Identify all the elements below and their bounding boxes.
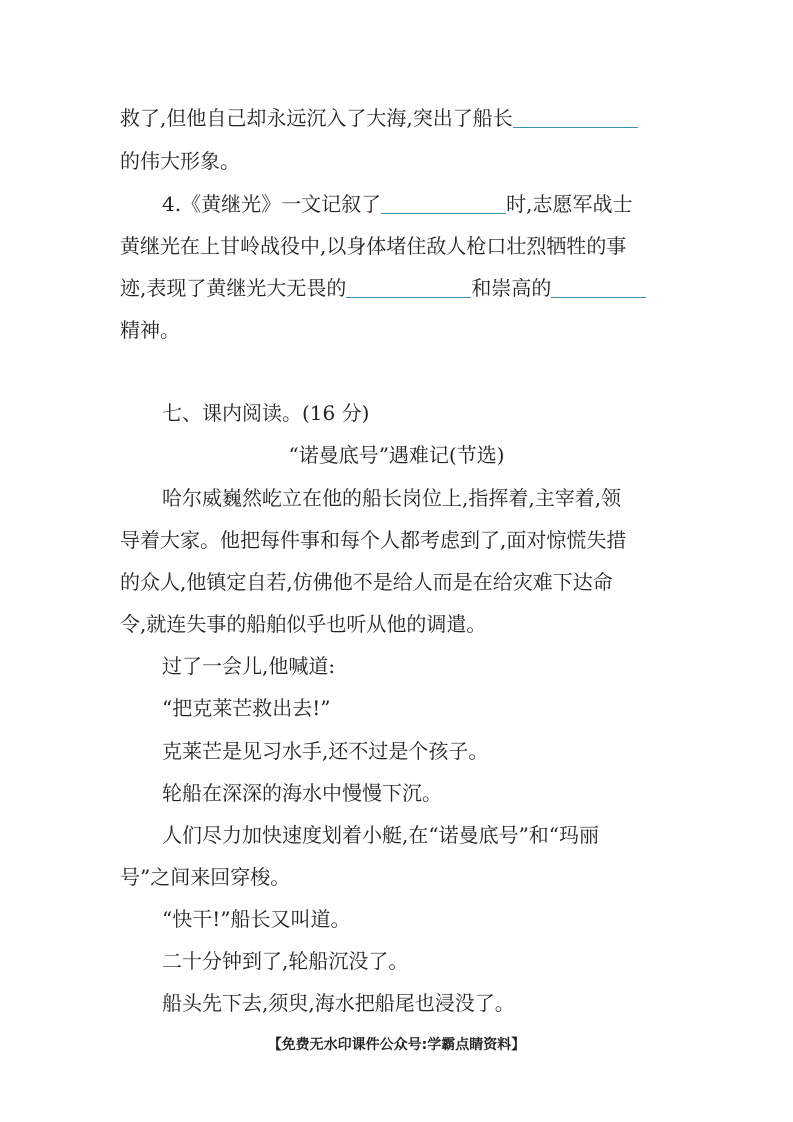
answer-blank[interactable] xyxy=(346,277,471,298)
text-segment: 和崇高的 xyxy=(471,276,552,300)
text-line: 的伟大形象。 xyxy=(120,149,240,173)
answer-blank[interactable] xyxy=(513,107,638,128)
passage-line: 克莱芒是见习水手,还不过是个孩子。 xyxy=(162,739,489,763)
footer-note: 【免费无水印课件公众号:学霸点睛资料】 xyxy=(267,1037,526,1053)
section-heading: 七、课内阅读。(16 分) xyxy=(162,401,370,425)
passage-line: 船头先下去,须臾,海水把船尾也浸没了。 xyxy=(162,991,515,1015)
text-segment: 4.《黄继光》一文记叙了 xyxy=(162,192,382,216)
question-4-line xyxy=(162,192,632,216)
passage-line: 令,就连失事的船舶似乎也听从他的调遣。 xyxy=(120,612,487,636)
passage-line: 轮船在深深的海水中慢慢下沉。 xyxy=(162,781,442,805)
text-segment: 时,志愿军战士 xyxy=(506,192,633,216)
passage-line: “快干!”船长又叫道。 xyxy=(162,907,351,931)
text-line xyxy=(120,276,646,300)
passage-line: 过了一会儿,他喊道: xyxy=(162,654,336,678)
text-line xyxy=(120,106,638,130)
passage-line: 号”之间来回穿梭。 xyxy=(120,865,291,889)
passage-line: 的众人,他镇定自若,仿佛他不是给人而是在给灾难下达命 xyxy=(120,570,613,594)
text-segment: 迹,表现了黄继光大无畏的 xyxy=(120,276,347,300)
answer-blank[interactable] xyxy=(381,193,506,214)
passage-line: “把克莱芒救出去!” xyxy=(162,696,331,720)
passage-line: 人们尽力加快速度划着小艇,在“诺曼底号”和“玛丽 xyxy=(162,823,600,847)
passage-title: “诺曼底号”遇难记(节选) xyxy=(288,443,505,467)
text-line: 黄继光在上甘岭战役中,以身体堵住敌人枪口壮烈牺牲的事 xyxy=(120,234,627,258)
text-line: 精神。 xyxy=(120,318,180,342)
text-segment: 救了,但他自己却永远沉入了大海,突出了船长 xyxy=(120,106,513,130)
passage-line: 导着大家。他把每件事和每个人都考虑到了,面对惊慌失措 xyxy=(120,528,627,552)
passage-line: 二十分钟到了,轮船沉没了。 xyxy=(162,949,409,973)
answer-blank[interactable] xyxy=(551,277,646,298)
passage-line: 哈尔威巍然屹立在他的船长岗位上,指挥着,主宰着,领 xyxy=(162,486,622,510)
